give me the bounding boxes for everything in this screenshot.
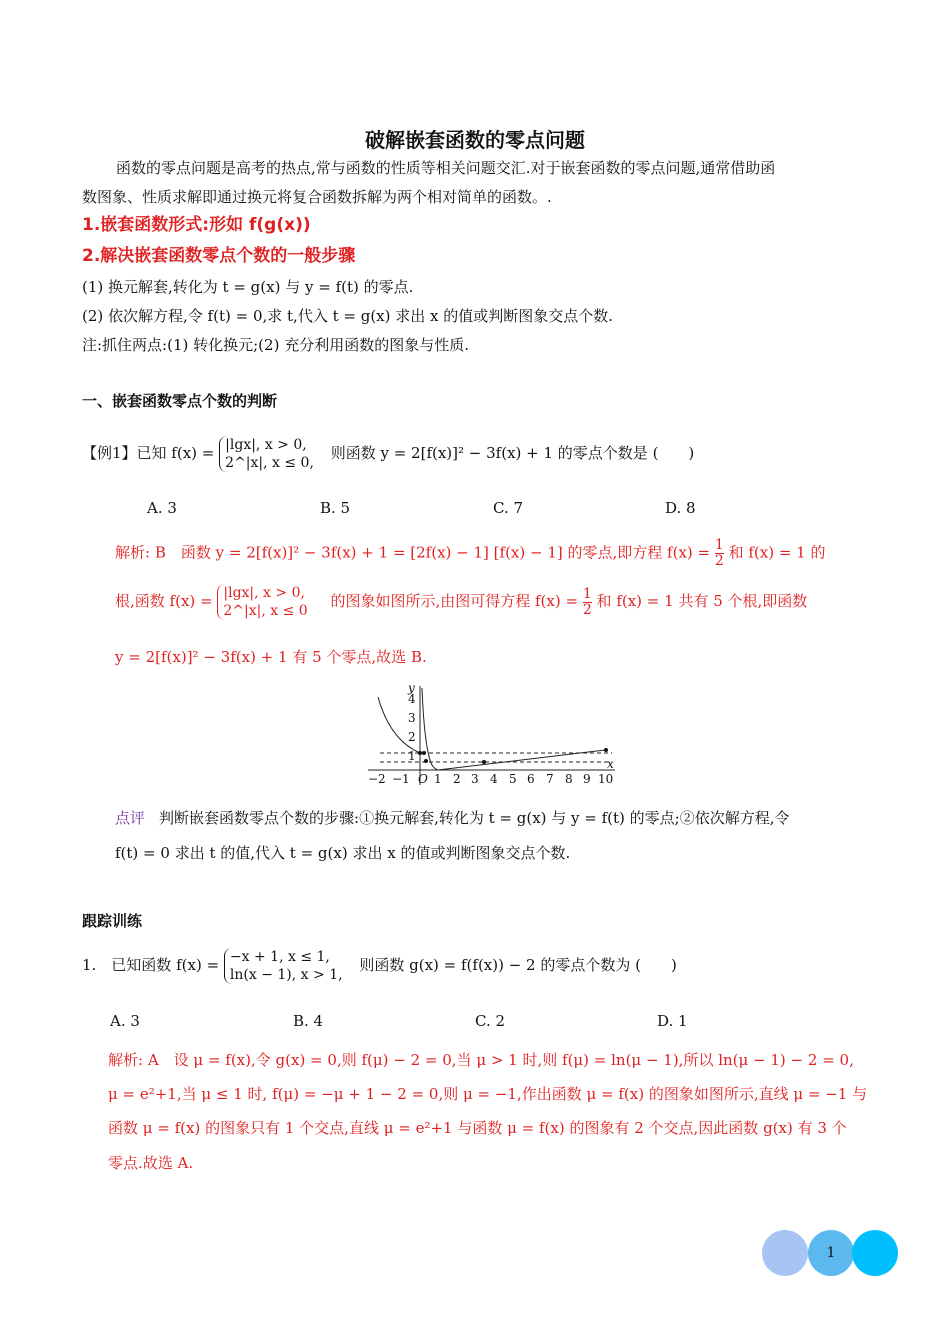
y-tick: 3 <box>408 711 416 725</box>
intro-line-2: 数图象、性质求解即通过换元将复合函数拆解为两个相对简单的函数。. <box>82 188 552 206</box>
case-2: 2^|x|, x ≤ 0, <box>225 455 314 471</box>
option-b[interactable]: B. 4 <box>293 1012 324 1030</box>
option-d[interactable]: D. 8 <box>665 499 696 517</box>
page-number: 1 <box>808 1230 854 1276</box>
fraction <box>583 587 592 618</box>
comment-label: 点评 <box>115 809 146 827</box>
x-tick: 7 <box>546 772 554 786</box>
example-1 <box>82 436 694 472</box>
comment-line-2: f(t) = 0 求出 t 的值,代入 t = g(x) 求出 x 的值或判断图象交点个数. <box>115 844 571 862</box>
solution-2-line-4: 零点.故选 A. <box>108 1154 194 1172</box>
example-question: 则函数 y = 2[f(x)]² − 3f(x) + 1 的零点个数是 ( ) <box>330 444 695 462</box>
option-a[interactable]: A. 3 <box>147 499 177 517</box>
question-prefix: 1. 已知函数 f(x) = <box>82 956 220 974</box>
text: 根,函数 f(x) = <box>115 592 213 610</box>
x-tick: 3 <box>471 772 479 786</box>
solution-1-line-2 <box>115 584 807 620</box>
function-graph <box>360 680 620 790</box>
case-1: |lgx|, x > 0, <box>223 585 305 601</box>
x-tick: −2 <box>368 772 386 786</box>
case-1: |lgx|, x > 0, <box>225 437 307 453</box>
piecewise <box>219 436 314 472</box>
question-text: 则函数 g(x) = f(f(x)) − 2 的零点个数为 ( ) <box>359 956 677 974</box>
comment-line-1 <box>115 808 790 828</box>
x-tick: 9 <box>583 772 591 786</box>
heading-1: 1.嵌套函数形式:形如 f(g(x)) <box>82 215 311 235</box>
option-d[interactable]: D. 1 <box>657 1012 688 1030</box>
piecewise <box>224 948 343 984</box>
section-heading-1: 一、嵌套函数零点个数的判断 <box>82 392 278 410</box>
solution-1-line-3: y = 2[f(x)]² − 3f(x) + 1 有 5 个零点,故选 B. <box>115 648 427 666</box>
case-2: ln(x − 1), x > 1, <box>229 967 343 983</box>
x-axis-label: x <box>607 757 614 771</box>
curve-right <box>422 688 605 770</box>
fraction <box>715 538 724 569</box>
origin-label: O <box>418 772 428 786</box>
y-tick: 2 <box>408 730 416 744</box>
note: 注:抓住两点:(1) 转化换元;(2) 充分利用函数的图象与性质. <box>82 336 469 354</box>
option-b[interactable]: B. 5 <box>320 499 351 517</box>
section-heading-2: 跟踪训练 <box>82 912 143 930</box>
numerator: 1 <box>714 537 724 553</box>
y-tick: 4 <box>408 692 416 706</box>
x-tick: 1 <box>434 772 442 786</box>
text: 和 f(x) = 1 的 <box>728 543 826 562</box>
piecewise <box>217 584 307 620</box>
denominator: 2 <box>714 553 724 569</box>
option-a[interactable]: A. 3 <box>110 1012 140 1030</box>
step-1: (1) 换元解套,转化为 t = g(x) 与 y = f(t) 的零点. <box>82 278 414 296</box>
case-2: 2^|x|, x ≤ 0 <box>223 603 308 619</box>
solution-1-line-1 <box>115 538 825 569</box>
text: 和 f(x) = 1 共有 5 个根,即函数 <box>596 592 808 610</box>
x-tick: 6 <box>527 772 535 786</box>
solution-2-line-1: 解析: A 设 μ = f(x),令 g(x) = 0,则 f(μ) − 2 = 0,当 μ > 1 时,则 f(μ) = ln(μ − 1),所以 ln(μ − 1) − 2 = 0, <box>108 1051 854 1069</box>
text: 判断嵌套函数零点个数的步骤:①换元解套,转化为 t = g(x) 与 y = f(t) 的零点;②依次解方程,令 <box>159 809 790 827</box>
example-prefix: 【例1】已知 f(x) = <box>82 444 215 462</box>
case-1: −x + 1, x ≤ 1, <box>229 949 330 965</box>
denominator: 2 <box>582 601 592 618</box>
y-axis-label: y <box>408 681 415 695</box>
decorative-circle <box>762 1230 808 1276</box>
x-tick: 10 <box>598 772 614 786</box>
decorative-circle <box>852 1230 898 1276</box>
numerator: 1 <box>582 585 592 602</box>
x-tick: −1 <box>392 772 410 786</box>
x-tick: 4 <box>490 772 498 786</box>
x-tick: 8 <box>565 772 573 786</box>
solution-2-line-3: 函数 μ = f(x) 的图象只有 1 个交点,直线 μ = e²+1 与函数 μ = f(x) 的图象有 2 个交点,因此函数 g(x) 有 3 个 <box>108 1119 847 1137</box>
text: 解析: B 函数 y = 2[f(x)]² − 3f(x) + 1 = [2f(x) − 1] [f(x) − 1] 的零点,即方程 f(x) = <box>115 543 711 562</box>
step-2: (2) 依次解方程,令 f(t) = 0,求 t,代入 t = g(x) 求出 x 的值或判断图象交点个数. <box>82 307 614 325</box>
x-tick: 2 <box>453 772 461 786</box>
question-1 <box>82 948 677 984</box>
intro-line-1: 函数的零点问题是高考的热点,常与函数的性质等相关问题交汇.对于嵌套函数的零点问题,通常借助函 <box>116 159 776 177</box>
x-tick: 5 <box>509 772 517 786</box>
option-c[interactable]: C. 2 <box>475 1012 506 1030</box>
heading-2: 2.解决嵌套函数零点个数的一般步骤 <box>82 246 356 266</box>
y-tick: 1 <box>408 749 416 763</box>
text: 的图象如图所示,由图可得方程 f(x) = <box>330 592 579 610</box>
solution-2-line-2: μ = e²+1,当 μ ≤ 1 时, f(μ) = −μ + 1 − 2 = 0,则 μ = −1,作出函数 μ = f(x) 的图象如图所示,直线 μ = −1 与 <box>108 1085 868 1103</box>
option-c[interactable]: C. 7 <box>493 499 524 517</box>
page-title: 破解嵌套函数的零点问题 <box>365 128 585 152</box>
